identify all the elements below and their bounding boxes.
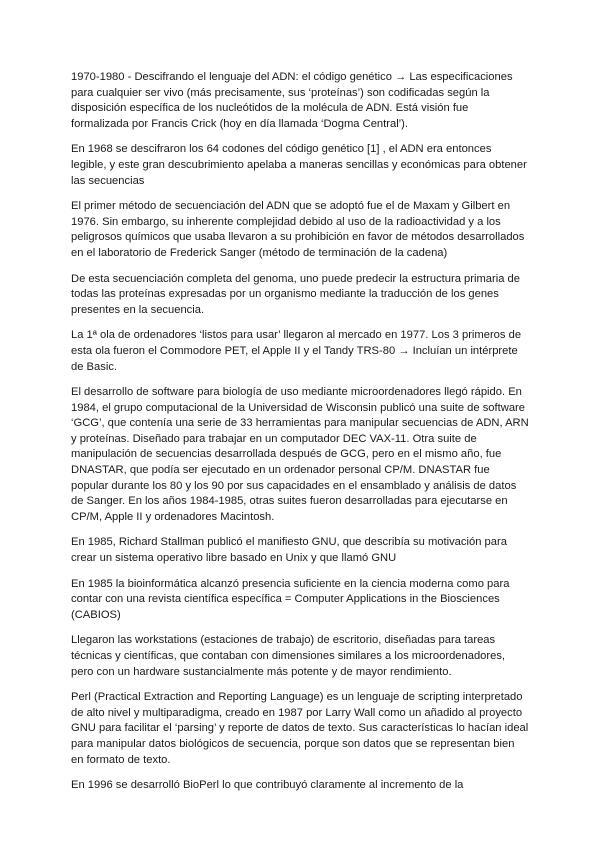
- paragraph-cabios: En 1985 la bioinformática alcanzó presencia suficiente en la ciencia moderna como para contar con una revista científica específica = Computer Applications in the Biosciences (CABIOS): [71, 577, 510, 621]
- paragraph-gnu-manifesto: En 1985, Richard Stallman publicó el manifiesto GNU, que describía su motivación para crear un sistema operativo libre basado en Unix y que llamó GNU: [71, 536, 507, 565]
- paragraph-software-development: El desarrollo de software para biología de uso mediante microordenadores llegó rápido. En 1984, el grupo computacional de la Universidad de Wisconsin publicó una suite de software ‘GCG’, que contenía una serie de 33 herramientas para manipular secuencias de ADN, ARN y proteínas. Diseñado para trabajar en un computador DEC VAX-11. Otra suite de manipulación de secuencias desarrollada después de GCG, pero en el mismo año, fue DNASTAR, que podía ser ejecutado en un ordenador personal CP/M. DNASTAR fue popular durante los 80 y los 90 por sus capacidades en el ensamblado y análisis de datos de Sanger. En los años 1984-1985, otras suites fueron desarrolladas para ejecutarse en CP/M, Apple II y ordenadores Macintosh.: [71, 386, 529, 523]
- document-body: [71, 70, 529, 804]
- paragraph-genetic-code: 1970-1980 - Descifrando el lenguaje del ADN: el código genético → Las especificaciones para cualquier ser vivo (más precisamente, sus ‘proteínas’) son codificadas según la disposición específica de los nucleótidos de la molécula de ADN. Está visión fue formalizada por Francis Crick (hoy en día llamada ‘Dogma Central’).: [71, 71, 513, 130]
- paragraph-workstations: Llegaron las workstations (estaciones de trabajo) de escritorio, diseñadas para tareas técnicas y científicas, que contaban con dimensiones similares a los microordenadores, pero con un hardware sustancialmente más potente y de mayor rendimiento.: [71, 634, 506, 678]
- paragraph-genome-sequencing: De esta secuenciación completa del genoma, uno puede predecir la estructura primaria de todas las proteínas expresadas por un organismo mediante la traducción de los genes presentes en la secuencia.: [71, 272, 521, 316]
- paragraph-bioperl: En 1996 se desarrolló BioPerl lo que contribuyó claramente al incremento de la: [71, 779, 464, 792]
- paragraph-first-computers: La 1ª ola de ordenadores ‘listos para usar’ llegaron al mercado en 1977. Los 3 primeros de esta ola fueron el Commodore PET, el Apple II y el Tandy TRS-80 → Incluían un intérprete de Basic.: [71, 329, 522, 373]
- paragraph-perl: Perl (Practical Extraction and Reporting Language) es un lenguaje de scripting interpretado de alto nivel y multiparadigma, creado en 1987 por Larry Wall como un añadido al proyecto GNU para facilitar el ‘parsing’ y reporte de datos de texto. Sus características lo hacían ideal para manipular datos biológicos de secuencia, porque son datos que se representan bien en formato de texto.: [71, 691, 529, 766]
- paragraph-maxam-gilbert: El primer método de secuenciación del ADN que se adoptó fue el de Maxam y Gilbert en 1976. Sin embargo, su inherente complejidad debido al uso de la radioactividad y a los peligrosos químicos que usaba llevaron a su prohibición en favor de métodos desarrollados en el laboratorio de Frederick Sanger (método de terminación de la cadena): [71, 200, 525, 259]
- paragraph-codons-1968: En 1968 se descifraron los 64 codones del código genético [1] , el ADN era entonces legible, y este gran descubrimiento apelaba a maneras sencillas y económicas para obtener las secuencias: [71, 143, 527, 187]
